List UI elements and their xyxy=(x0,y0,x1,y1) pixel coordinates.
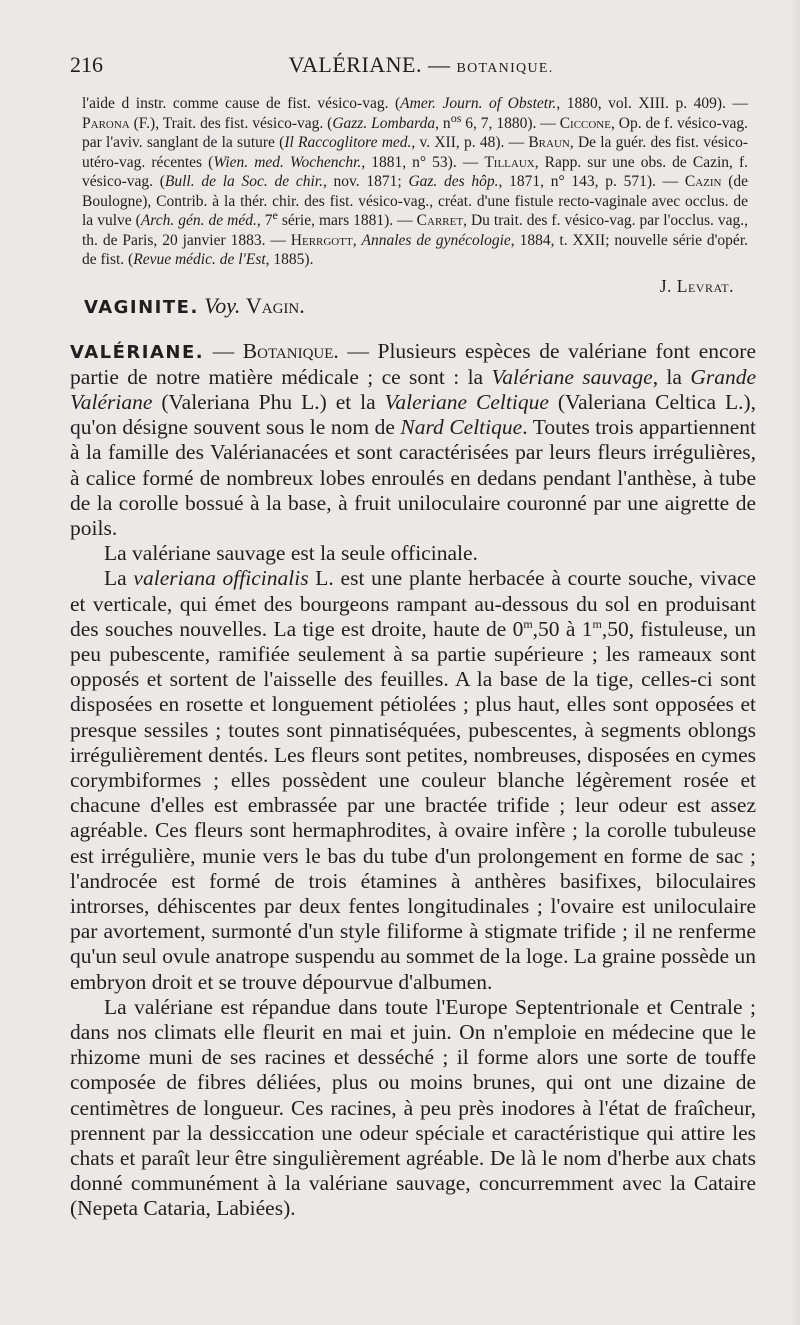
biblio-journal: Gaz. des hôp. xyxy=(408,173,499,190)
biblio-text: , Du trait. des f. vésico-vag. par l'occlus. vag., th. de Paris, 20 janvier 1883. — xyxy=(82,212,749,249)
biblio-superscript: os xyxy=(450,110,462,125)
biblio-journal: Il Raccoglitore med. xyxy=(284,134,412,151)
biblio-text: , Rapp. sur une obs. de Cazin, f. vésico-vag. ( xyxy=(82,153,748,190)
voy-label: Voy. xyxy=(204,292,241,318)
biblio-journal: Amer. Journ. of Obstetr. xyxy=(400,95,557,112)
biblio-text: , De la guér. des fist. vésico-utéro-vag. récentes ( xyxy=(82,134,748,171)
biblio-author: Carret xyxy=(416,212,464,229)
biblio-journal: Wien. med. Wochenchr. xyxy=(213,153,362,171)
species-name: Nard Celtique xyxy=(400,415,523,440)
biblio-author: Cazin xyxy=(684,173,722,190)
biblio-text: , 1881, n° 53). — xyxy=(361,153,485,171)
biblio-author: Parona xyxy=(82,114,130,132)
page-number: 216 xyxy=(70,52,103,77)
paragraph-officinale: La valériane sauvage est la seule officinale. xyxy=(104,541,478,566)
page-edge-shadow xyxy=(790,0,800,1325)
biblio-text: , nov. 1871; xyxy=(322,173,409,190)
headword-vaginite: VAGINITE. xyxy=(84,296,199,318)
paragraph-intro xyxy=(70,339,756,542)
biblio-text: 6, 7, 1880). — xyxy=(461,114,560,132)
paragraph-description xyxy=(70,566,756,994)
description-text: L. est une plante herbacée à courte souche, vivace et verticale, qui émet des bourgeons rampant au-dessous du sol en produisant des souches nouvelles. La tige est droite, haute de 0 xyxy=(70,566,756,641)
biblio-author: Tillaux xyxy=(484,153,535,171)
description-text: ,50 à 1 xyxy=(532,616,593,641)
unit-superscript: m xyxy=(592,616,602,631)
biblio-text: série, mars 1881). — xyxy=(277,212,417,229)
description-text: La xyxy=(104,566,134,591)
biblio-journal: Revue médic. de l'Est xyxy=(133,251,266,268)
biblio-text: , xyxy=(352,231,362,249)
biblio-author: Braun xyxy=(528,134,570,151)
entry-vaginite xyxy=(84,293,756,319)
intro-text: — xyxy=(204,338,243,363)
biblio-text: (de Boulogne), Contrib. à la thér. chir. des fist. vésico-vag., créat. d'une fistule recto-vaginale avec occlus. de la vulve ( xyxy=(82,173,748,229)
description-text: ,50, fistuleuse, un peu pubescente, ramifiée seulement à sa partie supérieure ; les rameaux sont opposés et sortent de l'aisselle des feuilles. A la base de la tige, celles-ci sont disposées en rosette et longuement pétiolées ; plus haut, elles sont opposées et presque sessiles ; toutes sont pinnatiséquées, pubescentes, à segments oblongs irrégulièrement dentés. Les fleurs sont petites, nombreuses, disposées en cymes corymbiformes ; elles possèdent une couleur blanche légèrement rosée et chacune d'elles est embrassée par une bractée trifide ; leur odeur est assez agréable. Ces fleurs sont hermaphrodites, à ovaire infère ; la corolle tubuleuse est irrégulière, munie vers le bas du tube d'un prolongement en forme de sac ; l'androcée est formé de trois étamines à anthères basifixes, biloculaires introrses, déhiscentes par deux fentes longitudinales ; l'ovaire est uniloculaire par avortement, surmonté d'un style filiforme à stigmate trifide ; il ne renferme qu'un seul ovule anatrope suspendu au sommet de la loge. La graine possède un embryon droit et se trouve dépourvue d'albumen. xyxy=(70,616,756,994)
running-title-section: BOTANIQUE. xyxy=(456,61,554,76)
biblio-author: Herrgott xyxy=(290,231,353,249)
unit-superscript: m xyxy=(523,616,533,631)
biblio-journal: Gazz. Lombarda xyxy=(332,114,436,132)
biblio-text: , 1871, n° 143, p. 571). — xyxy=(498,173,685,190)
signature-name: Levrat. xyxy=(676,275,734,296)
biblio-text: , v. XII, p. 48). — xyxy=(411,134,529,151)
biblio-text: l'aide d instr. comme cause de fist. vésico-vag. ( xyxy=(82,95,401,112)
biblio-superscript: e xyxy=(272,207,278,222)
headword-valeriane: VALÉRIANE. xyxy=(70,341,205,363)
intro-text: (Valeriana Phu L.) et la xyxy=(152,389,385,414)
bibliography-block xyxy=(82,94,748,270)
article-valeriane xyxy=(70,339,756,1222)
running-title-main: VALÉRIANE. — xyxy=(288,52,451,77)
intro-text: (Valeriana Celtica L.), qu'on désigne souvent sous le nom de xyxy=(70,389,756,440)
species-name: Valériane sauvage xyxy=(491,364,653,389)
biblio-text: , Op. de f. vésico-vag. par l'aviv. sanglant de la suture ( xyxy=(82,114,748,151)
intro-text: , la xyxy=(652,364,691,389)
biblio-text: , 1884, t. XXII; nouvelle série d'opér. de fist. ( xyxy=(82,231,748,268)
biblio-text: , n xyxy=(435,114,451,132)
intro-text: . — Plusieurs espèces de valériane font encore partie de notre matière médicale ; ce sont : la xyxy=(70,338,756,389)
species-name: Grande Valériane xyxy=(70,364,756,414)
biblio-journal: Bull. de la Soc. de chir. xyxy=(164,173,323,190)
biblio-text: , 7 xyxy=(256,212,273,229)
biblio-author: Ciccone xyxy=(559,114,611,132)
biblio-journal: Annales de gynécologie xyxy=(361,231,511,249)
section-label: Botanique xyxy=(242,338,334,363)
paragraph-distribution: La valériane est répandue dans toute l'Europe Septentrionale et Centrale ; dans nos climats elle fleurit en mai et juin. On n'emploie en médecine que le rhizome muni de ses racines et desséché ; il forme alors une sorte de touffe composée de fibres déliées, plus ou moins brunes, qui ont une dizaine de centimètres de longueur. Ces racines, à peu près inodores à l'état de fraîcheur, prennent par la dessiccation une odeur spéciale et caractéristique qui attire les chats et paraît leur être singulièrement agréable. De là le nom d'herbe aux chats donné communément à la valériane sauvage, concurremment avec la Cataire (Nepeta Cataria, Labiées). xyxy=(70,994,756,1221)
cross-reference[interactable]: Vagin. xyxy=(245,292,305,318)
biblio-text: (F.), Trait. des fist. vésico-vag. ( xyxy=(129,114,333,132)
intro-text: . Toutes trois appartiennent à la famille des Valérianacées et sont caractérisées par leurs fleurs irrégulières, à calice formé de nombreux lobes enroulés en dedans pendant l'anthèse, à tube de la corolle bossué à la base, à fruit uniloculaire couronné par une aigrette de poils. xyxy=(70,415,756,540)
biblio-journal: Arch. gén. de méd. xyxy=(140,212,257,229)
running-title xyxy=(126,52,756,78)
biblio-text: , 1885). xyxy=(265,251,314,268)
signature-initial: J. xyxy=(659,275,677,296)
species-name: valeriana officinalis xyxy=(133,566,309,591)
species-name: Valeriane Celtique xyxy=(384,389,549,414)
biblio-text: , 1880, vol. XIII. p. 409). — xyxy=(556,95,749,112)
running-head xyxy=(70,52,756,86)
